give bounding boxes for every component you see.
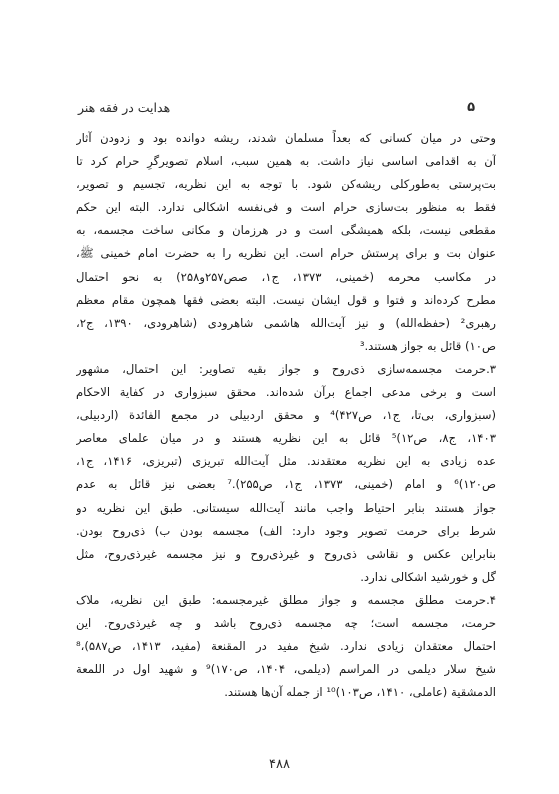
text-line: شرط برای حرمت تصویر وجود دارد: الف) مجسمه بودن ب) ذی‌روح بودن. (76, 523, 496, 538)
text-line: وحتی در میان کسانی که بعداً مسلمان شدند، ریشه دوانده بود و زدودن آثار (76, 131, 496, 145)
paragraph (76, 358, 496, 589)
paragraph (76, 589, 496, 704)
text-line: ۱۴۰۳، ج۸، ص۱۲)⁵ قائل به این نظریه هستند و در میان علمای معاصر (76, 431, 496, 446)
text-line: است و برخی مدعی اجماع برآن شده‌اند. محقق سبزواری در کفایة الاحکام (76, 385, 496, 400)
text-line: جواز هستند بنابر احتیاط واجب مانند آیت‌الله سیستانی. طبق این نظریه دو (76, 500, 496, 515)
text-line: بت‌پرستی به‌طورکلی ریشه‌کن شود. با توجه به این نظریه، تجسیم و تصویر، (76, 177, 496, 192)
text-line: مقطعی نیست، بلکه همیشگی است و در هرزمان و مکانی ساخت مجسمه، به (76, 223, 496, 238)
text-line: الدمشقیة (عاملی، ۱۴۱۰، ص۱۰۳)¹⁰ از جمله آن‌ها هستند. (224, 685, 496, 700)
text-line: (سبزواری، بی‌تا، ج۱، ص۴۲۷)⁴ و محقق اردبیلی در مجمع الفائدة (اردبیلی، (76, 408, 496, 423)
text-line: بنابراین عکس و نقاشی ذی‌روح و غیرذی‌روح و نیز مجسمه غیرذی‌روح، مثل (76, 546, 496, 561)
header-page-marker: ۵ (467, 99, 475, 115)
text-line: ۴.حرمت مطلق مجسمه و جواز مطلق غیرمجسمه: طبق این نظریه، ملاک (76, 592, 496, 607)
text-line: ص۱۰) قائل به جواز هستند.³ (359, 338, 496, 353)
text-line: مطرح کرده‌اند و فتوا و قول ایشان نیست. البته بعضی فقها همچون مقام معظم (76, 292, 496, 307)
text-line: رهبری² (حفظه‌الله) و نیز آیت‌الله هاشمی شاهرودی (شاهرودی، ۱۳۹۰، ج۲، (76, 315, 496, 330)
text-line: آن به اقدامی اساسی نیاز داشت. به همین سبب، اسلام تصویرگرِ حرام کرد تا (76, 154, 496, 169)
text-line: ۳.حرمت مجسمه‌سازی ذی‌روح و جواز بقیه تصاویر: این احتمال، مشهور (76, 361, 496, 376)
text-line: عده زیادی به این نظریه معتقدند. مثل آیت‌الله تبریزی (تبریزی، ۱۴۱۶، ج۱، (76, 454, 496, 469)
text-line: ص۱۲۰)⁶ و امام (خمینی، ۱۳۷۳، ج۱، ص۲۵۵).⁷ بعضی نیز قائل به عدم (76, 477, 496, 492)
text-line: در مکاسب محرمه (خمینی، ۱۳۷۳، ج۱، صص۲۵۷و۲۵۸) به نحو احتمال (76, 269, 496, 284)
body-text (76, 127, 496, 704)
page-number: ۴۸۸ (269, 757, 290, 772)
text-line: شیخ سلار دیلمی در المراسم (دیلمی، ۱۴۰۴، ص۱۷۰)⁹ و شهید اول در اللمعة (76, 662, 496, 677)
text-line: عنوان بت و برای پرستش حرام است. این نظریه را به حضرت امام خمینی ﷺ، (76, 246, 496, 261)
paragraph (76, 127, 496, 358)
text-line: حرمت، مجسمه است؛ چه مجسمه ذی‌روح باشد و چه غیرذی‌روح. این (76, 615, 496, 630)
running-title: هدایت در فقه هنر (78, 99, 171, 115)
running-header (78, 96, 475, 118)
text-line: گل و خورشید اشکالی ندارد. (360, 569, 496, 584)
text-line: فقط به منظور بت‌سازی حرام است و فی‌نفسه اشکالی ندارد. البته این حکم (76, 200, 496, 215)
text-line: احتمال معتقدان زیادی ندارد. شیخ مفید در المقنعة (مفید، ۱۴۱۳، ص۵۸۷)،⁸ (76, 639, 496, 654)
